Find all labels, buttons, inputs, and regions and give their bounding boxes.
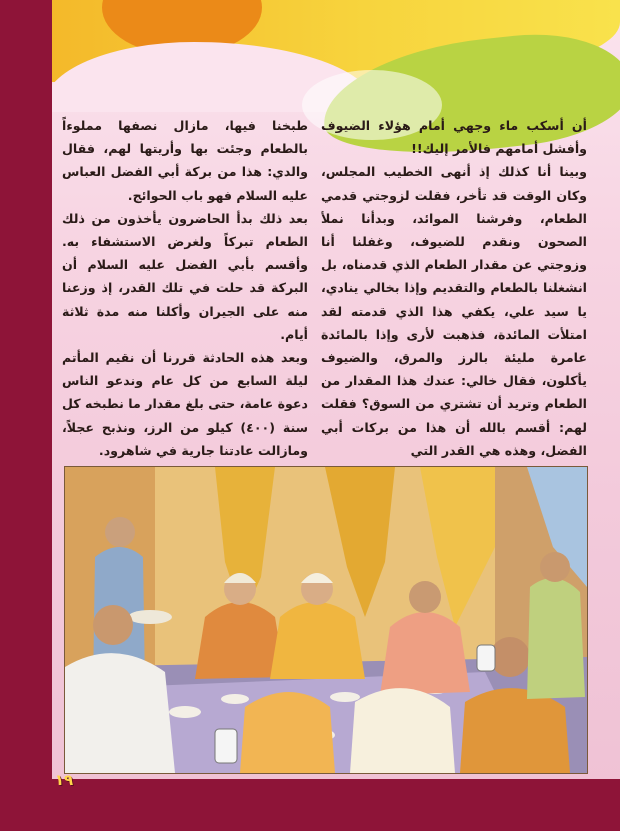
gathering-illustration [64, 466, 588, 774]
text-column-right [321, 114, 587, 462]
footer-band [0, 779, 620, 831]
paragraph: أن أسكب ماء وجهي أمام هؤلاء الضيوف وأفشل أمامهم فالأمر إليك!! [321, 118, 587, 157]
illustration-drawing [65, 467, 587, 773]
paragraph: وبعد هذه الحادثة قررنا أن نقيم المأتم ليلة السابع من كل عام وندعو الناس دعوة عامة، حتى بلغ مقدار ما نطبخه كل سنة (٤٠٠) كيلو من الرز، ونذبح عجلاً، ومازالت عادتنا جارية في شاهرود. [62, 350, 308, 458]
paragraph: وبينا أنا كذلك إذ أنهى الخطيب المجلس، وكان الوقت قد تأخر، فقلت لزوجتي قدمي الطعام، وفرشنا الموائد، وبدأنا نملأ الصحون ونقدم للضيوف، وغفلنا أنا وزوجتي عن مقدار الطعام الذي قدمناه، بل انشغلنا بالطعام والتقديم وإذا بخالي ينادي، يا سيد علي، يكفي هذا الذي قدمته لقد امتلأت المائدة، فذهبت لأرى وإذا بالمائدة عامرة مليئة بالرز والمرق، والضيوف يأكلون، فقال خالي: عندك هذا المقدار من الطعام وتريد أن تشتري من السوق؟ فقلت لهم: أقسم بالله أن هذا من بركات أبي الفضل، وهذه هي القدر التي [321, 164, 587, 458]
page-number: ١٩ [54, 771, 74, 789]
paragraph: بعد ذلك بدأ الحاضرون يأخذون من ذلك الطعام تبركاً ولغرض الاستشفاء به. وأقسم بأبي الفضل عليه السلام أن البركة قد حلت في تلك القدر، إذ وزعنا منه على الجيران وأكلنا منه مدة ثلاثة أيام. [62, 210, 308, 342]
text-column-left [62, 114, 308, 462]
paragraph: طبخنا فيها، مازال نصفها مملوءاً بالطعام وجئت بها وأريتها لهم، فقال والدي: هذا من بركة أبي الفضل العباس عليه السلام فهو باب الحوائج. [62, 118, 308, 203]
